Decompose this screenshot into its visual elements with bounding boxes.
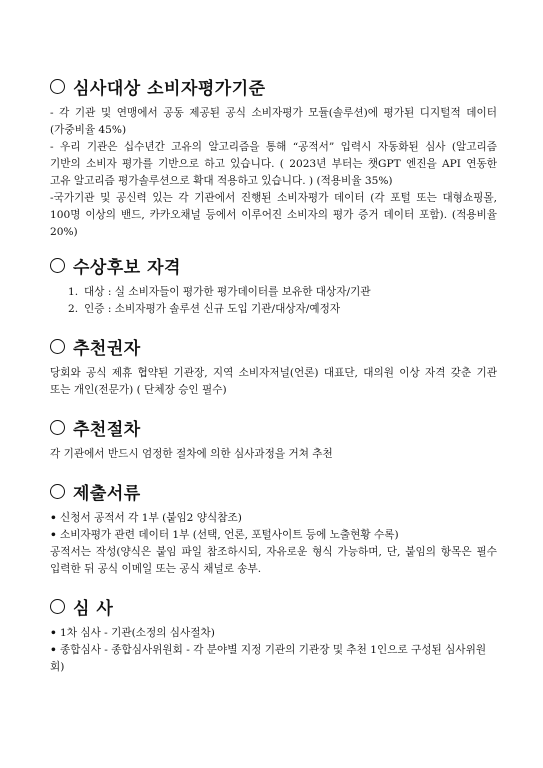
paragraph: 공적서는 작성(양식은 붙임 파일 참조하시되, 자유로운 형식 가능하며, 단, 붙임의 항목은 필수 입력한 뒤 공식 이메일 또는 공식 채널로 송부. bbox=[50, 546, 497, 575]
list-number: 1. bbox=[68, 286, 79, 298]
paragraph: - 각 기관 및 연맹에서 공동 제공된 공식 소비자평가 모듈(솔루션)에 평가된 디지털적 데이터 (가중비율 45%) bbox=[50, 107, 497, 136]
bullet-text: 신청서 공적서 각 1부 (붙임2 양식참조) bbox=[60, 512, 242, 524]
heading-text: 수상후보 자격 bbox=[73, 258, 181, 278]
section-heading bbox=[50, 415, 497, 440]
paragraph: - 우리 기관은 십수년간 고유의 알고리즘을 통해 “공적서” 입력시 자동화된 심사 (알고리즘 기반의 소비자 평가를 기반으로 하고 있습니다. ( 2023년 부터는 챗GPT 엔진을 API 연동한 고유 알고리즘 평가솔루션으로 확대 적용하고 있습니다. ) (적용비율 35%) bbox=[50, 141, 497, 187]
list-text: 인증 : 소비자평가 솔루션 신규 도입 기관/대상자/예정자 bbox=[84, 303, 341, 315]
circle-bullet-icon bbox=[50, 599, 65, 614]
heading-text: 심사대상 소비자평가기준 bbox=[73, 79, 266, 99]
paragraph: 당회와 공식 제휴 협약된 기관장, 지역 소비자저널(언론) 대표단, 대의원 이상 자격 갖춘 기관 또는 개인(전문가) ( 단체장 승인 필수) bbox=[50, 367, 497, 396]
paragraph: 각 기관에서 반드시 엄정한 절차에 의한 심사과정을 거쳐 추천 bbox=[50, 448, 333, 460]
heading-text: 추천권자 bbox=[73, 339, 141, 359]
bullet-dot-icon: • bbox=[50, 627, 57, 639]
section-recommenders bbox=[50, 334, 497, 399]
list-number: 2. bbox=[68, 303, 79, 315]
bullet-item bbox=[50, 527, 497, 544]
circle-bullet-icon bbox=[50, 339, 65, 354]
section-heading bbox=[50, 74, 497, 99]
circle-bullet-icon bbox=[50, 79, 65, 94]
section-heading bbox=[50, 253, 497, 278]
section-submission-documents bbox=[50, 479, 497, 578]
numbered-list bbox=[50, 284, 497, 318]
list-item bbox=[68, 301, 497, 318]
bullet-dot-icon: • bbox=[50, 512, 57, 524]
section-heading bbox=[50, 594, 497, 619]
section-candidate-eligibility bbox=[50, 253, 497, 318]
bullet-text: 소비자평가 관련 데이터 1부 (선택, 언론, 포털사이트 등에 노출현황 수록) bbox=[60, 529, 399, 541]
bullet-text: 1차 심사 - 기관(소정의 심사절차) bbox=[60, 627, 215, 639]
bullet-item bbox=[50, 510, 497, 527]
circle-bullet-icon bbox=[50, 484, 65, 499]
section-heading bbox=[50, 334, 497, 359]
section-recommendation-procedure bbox=[50, 415, 497, 463]
heading-text: 심 사 bbox=[73, 599, 114, 619]
heading-text: 제출서류 bbox=[73, 484, 141, 504]
list-text: 대상 : 실 소비자들이 평가한 평가데이터를 보유한 대상자/기관 bbox=[84, 286, 371, 298]
paragraph: -국가기관 및 공신력 있는 각 기관에서 진행된 소비자평가 데이터 (각 포털 또는 대형쇼핑몰, 100명 이상의 밴드, 카카오채널 등에서 이루어진 소비자의 평가 증거 데이터 포함). (적용비율 20%) bbox=[50, 192, 497, 238]
circle-bullet-icon bbox=[50, 420, 65, 435]
section-evaluation-criteria bbox=[50, 74, 497, 241]
bullet-item bbox=[50, 642, 497, 676]
section-heading bbox=[50, 479, 497, 504]
heading-text: 추천절차 bbox=[73, 420, 141, 440]
bullet-item bbox=[50, 625, 497, 642]
bullet-text: 종합심사 - 종합심사위원회 - 각 분야별 지정 기관의 기관장 및 추천 1인으로 구성된 심사위원회) bbox=[50, 644, 487, 673]
list-item bbox=[68, 284, 497, 301]
bullet-dot-icon: • bbox=[50, 644, 57, 656]
section-review bbox=[50, 594, 497, 676]
circle-bullet-icon bbox=[50, 258, 65, 273]
bullet-dot-icon: • bbox=[50, 529, 57, 541]
